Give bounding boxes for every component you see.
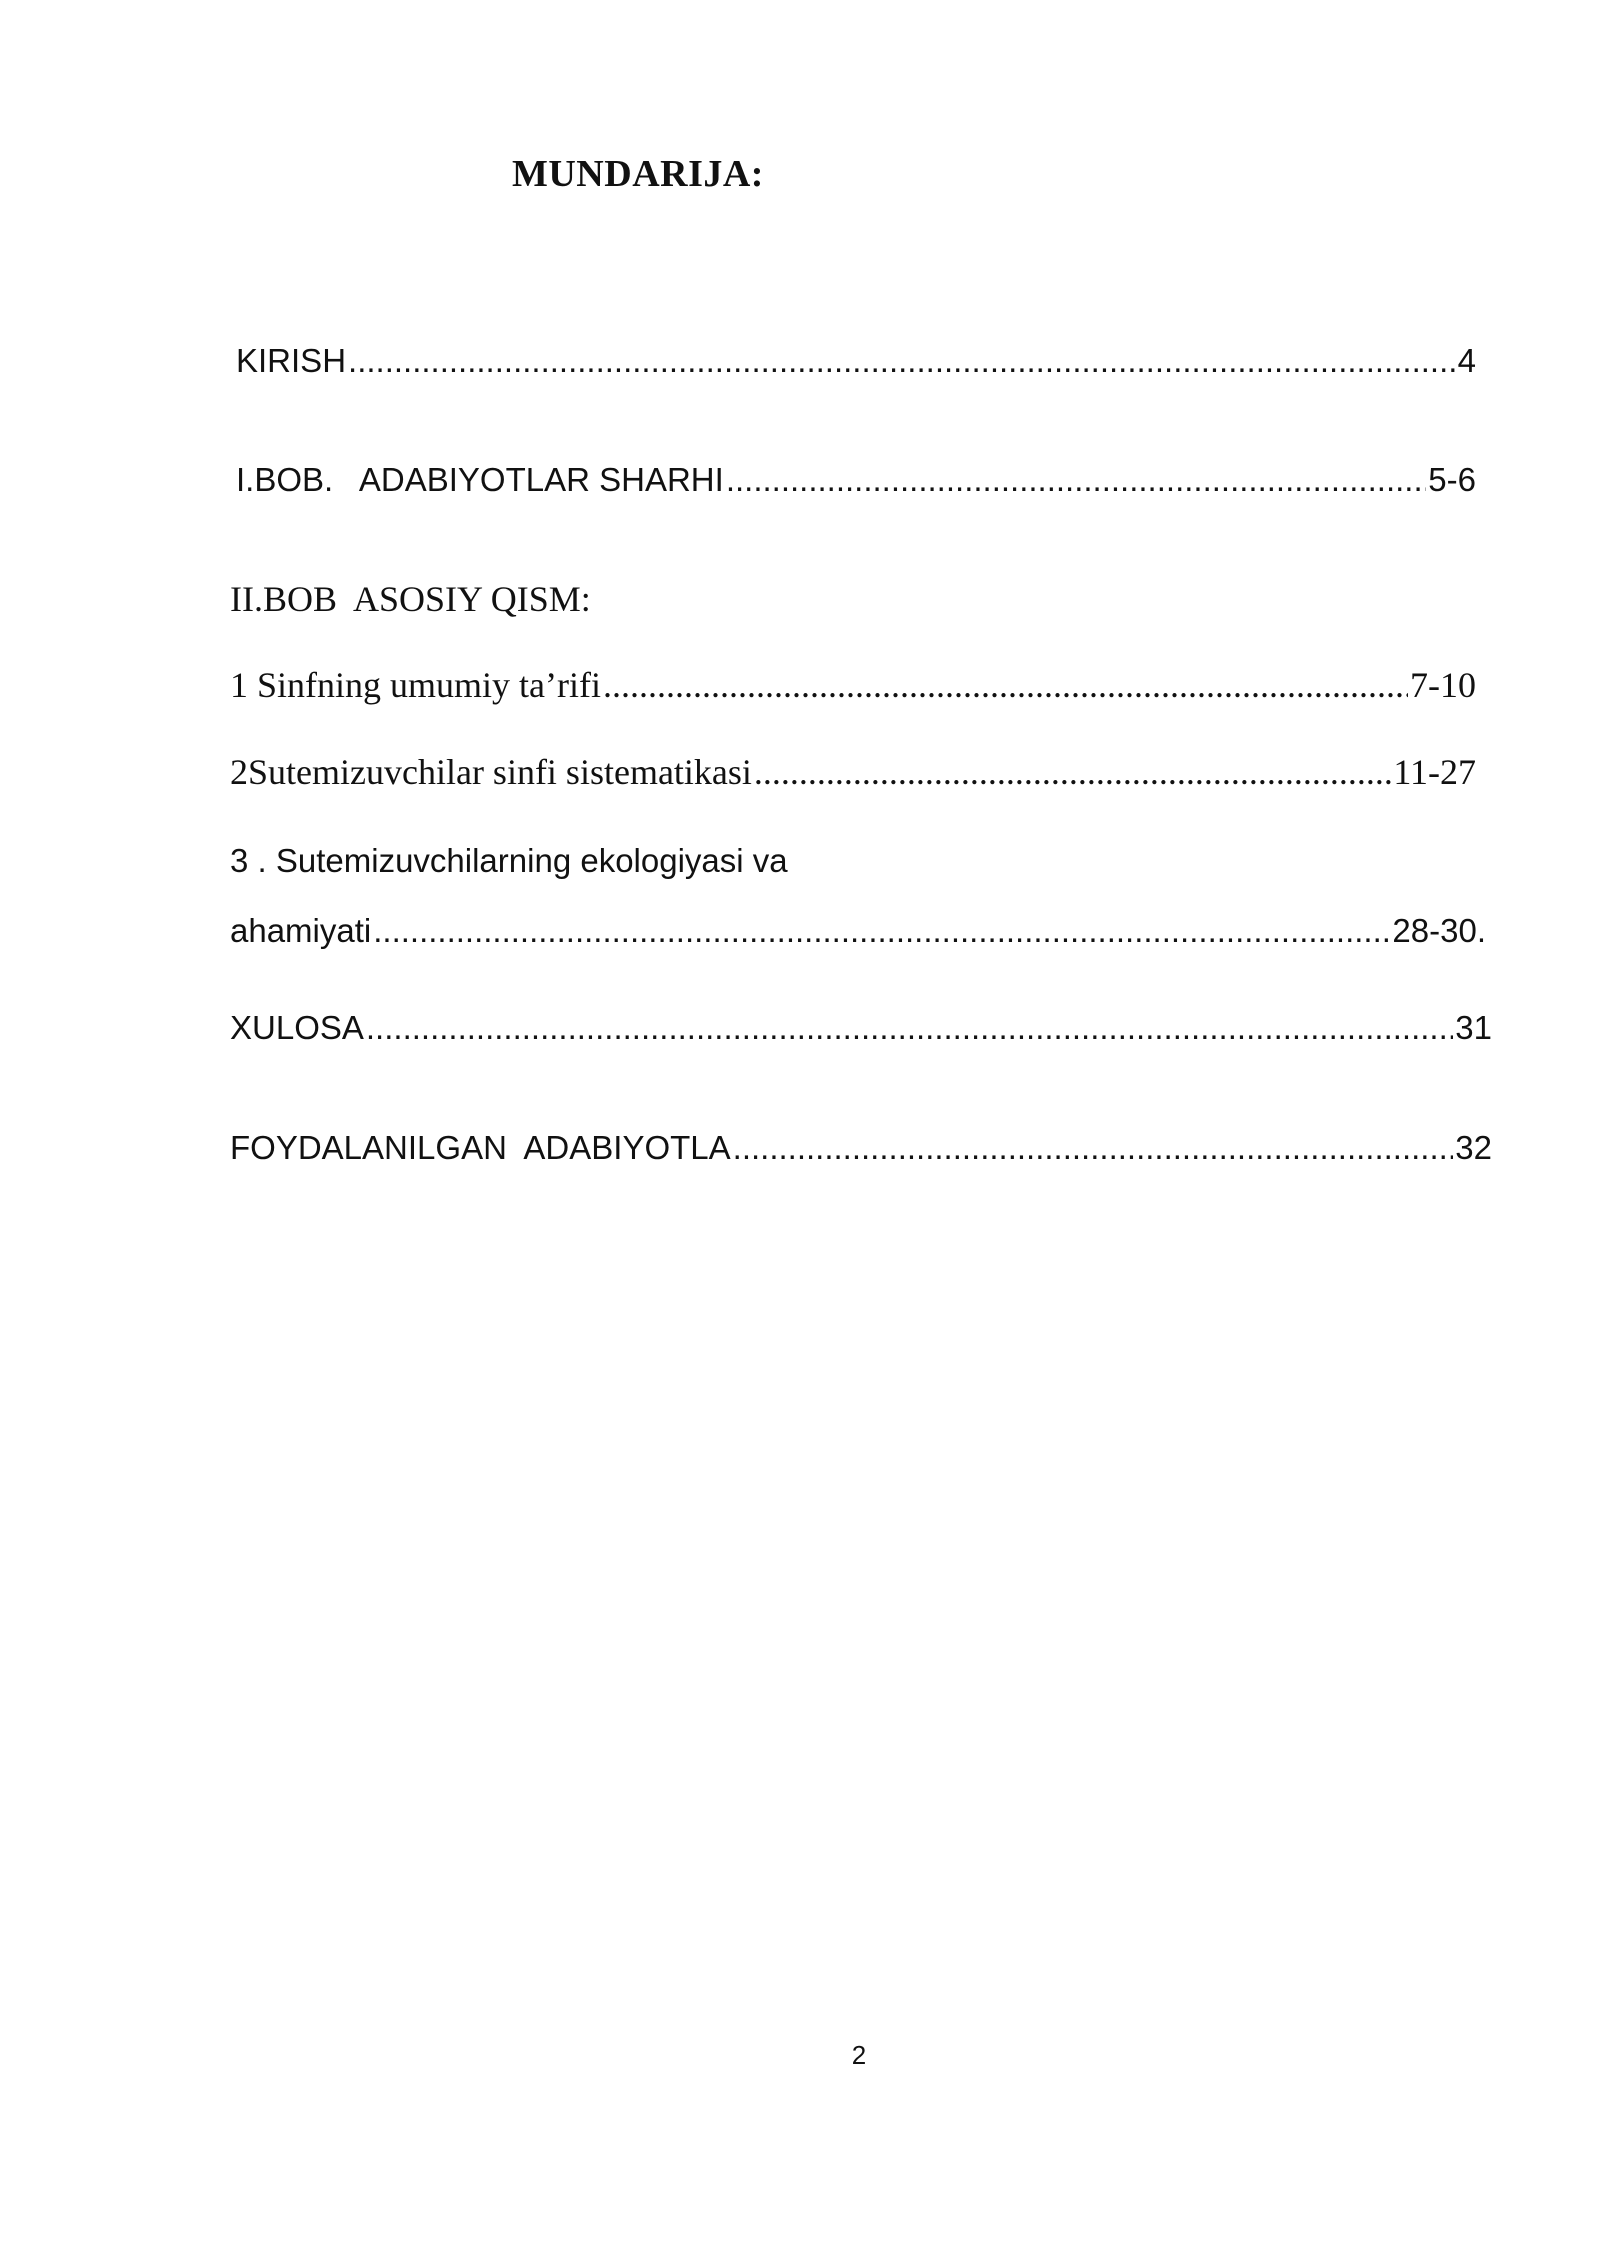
toc-entry-adabiyotlar-sharhi[interactable] bbox=[236, 461, 1476, 499]
toc-entry-sinf-tarifi[interactable] bbox=[230, 664, 1476, 706]
toc-leader-dots bbox=[726, 461, 1426, 499]
page-number: 2 bbox=[851, 2040, 867, 2070]
toc-entry-page: 5-6 bbox=[1428, 461, 1476, 498]
toc-leader-dots bbox=[373, 912, 1390, 950]
toc-entry-foydalanilgan-adabiyotlar[interactable] bbox=[230, 1129, 1492, 1167]
toc-leader-dots bbox=[754, 751, 1391, 793]
toc-leader-dots bbox=[603, 664, 1408, 706]
toc-entry-page: 32 bbox=[1455, 1129, 1492, 1166]
toc-entry-label: I.BOB. ADABIYOTLAR SHARHI bbox=[236, 461, 724, 498]
toc-entry-label: ahamiyati bbox=[230, 912, 372, 949]
toc-entry-page: 28-30. bbox=[1392, 912, 1486, 949]
toc-entry-ekologiya[interactable] bbox=[230, 912, 1486, 950]
toc-leader-dots bbox=[733, 1129, 1454, 1167]
toc-entry-label: XULOSA bbox=[230, 1009, 364, 1046]
toc-entry-page: 31 bbox=[1455, 1009, 1492, 1046]
toc-entry-kirish[interactable] bbox=[236, 342, 1476, 380]
toc-leader-dots bbox=[348, 342, 1456, 380]
toc-entry-sistematika[interactable] bbox=[230, 751, 1476, 793]
toc-leader-dots bbox=[366, 1009, 1453, 1047]
toc-entry-page: 7-10 bbox=[1410, 665, 1476, 705]
toc-entry-label: 2Sutemizuvchilar sinfi sistematikasi bbox=[230, 752, 752, 792]
toc-entry-page: 11-27 bbox=[1393, 752, 1476, 792]
toc-entry-xulosa[interactable] bbox=[230, 1009, 1492, 1047]
page-title: MUNDARIJA: bbox=[512, 153, 764, 195]
toc-entry-label: 1 Sinfning umumiy ta’rifi bbox=[230, 665, 601, 705]
toc-entry-page: 4 bbox=[1457, 342, 1476, 379]
toc-section-heading: II.BOB ASOSIY QISM: bbox=[230, 579, 591, 619]
toc-entry-ekologiya-line1[interactable]: 3 . Sutemizuvchilarning ekologiyasi va bbox=[230, 842, 788, 879]
toc-entry-label: FOYDALANILGAN ADABIYOTLA bbox=[230, 1129, 731, 1166]
toc-entry-label: KIRISH bbox=[236, 342, 347, 379]
